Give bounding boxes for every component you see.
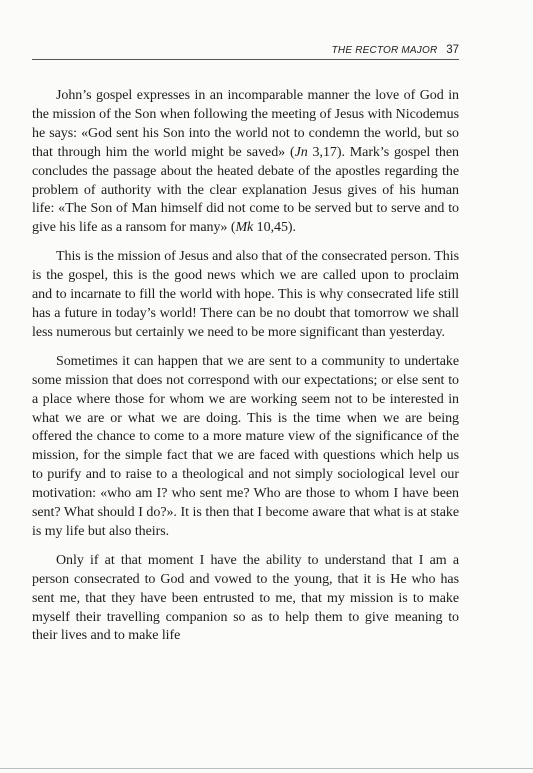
paragraph-4: Only if at that moment I have the ability to understand that I am a person consecrated to God and vowed to the young, that it is He who has sent me, that they have been entrusted to me, that my mission is to make myself their travelling companion so as to help them to give meaning to their lives and to make life <box>32 552 459 644</box>
paragraph-1-text-b: 3,17). Mark’s gospel then concludes the passage about the heated debate of the apostles regarding the problem of authority with the clear explanation Jesus gives of his human life: «The Son of Man himself did not come to be served but to serve and to give his life as a ransom for many» ( <box>32 144 459 236</box>
page-number: 37 <box>446 44 459 56</box>
running-header <box>32 43 459 58</box>
citation-book-mark: Mk <box>235 220 254 236</box>
body-text <box>32 87 459 646</box>
page-bottom-edge <box>0 768 533 769</box>
citation-book-john: Jn <box>294 144 308 160</box>
paragraph-1 <box>32 87 459 238</box>
paragraph-1-text-a: John’s gospel expresses in an incomparable manner the love of God in the mission of the Son when following the meeting of Jesus with Nicodemus he says: «God sent his Son into the world not to condemn the world, but so that through him the world might be saved» ( <box>32 88 459 160</box>
running-header-title: THE RECTOR MAJOR <box>331 45 438 56</box>
paragraph-2: This is the mission of Jesus and also that of the consecrated person. This is the gospel, this is the good news which we are called upon to proclaim and to incarnate to fill the world with hope. This is why consecrated life still has a future in today’s world! There can be no doubt that tomorrow we shall less numerous but certainly we need to be more significant than yesterday. <box>32 249 459 340</box>
paragraph-3: Sometimes it can happen that we are sent to a community to undertake some mission that does not correspond with our expectations; or else sent to a place where those for whom we are working seem not to be interested in what we are or what we are doing. This is the time when we are being offered the chance to come to a more mature view of the significance of the mission, for the simple fact that we are faced with questions which help us to purify and to raise to a theological and not simply sociological level our motivation: «who am I? who sent me? Who are those to whom I have been sent? What should I do?». It is then that I become aware that what is at stake is my life but also theirs. <box>32 353 459 539</box>
header-rule <box>32 59 459 60</box>
paragraph-1-text-c: 10,45). <box>253 220 296 236</box>
